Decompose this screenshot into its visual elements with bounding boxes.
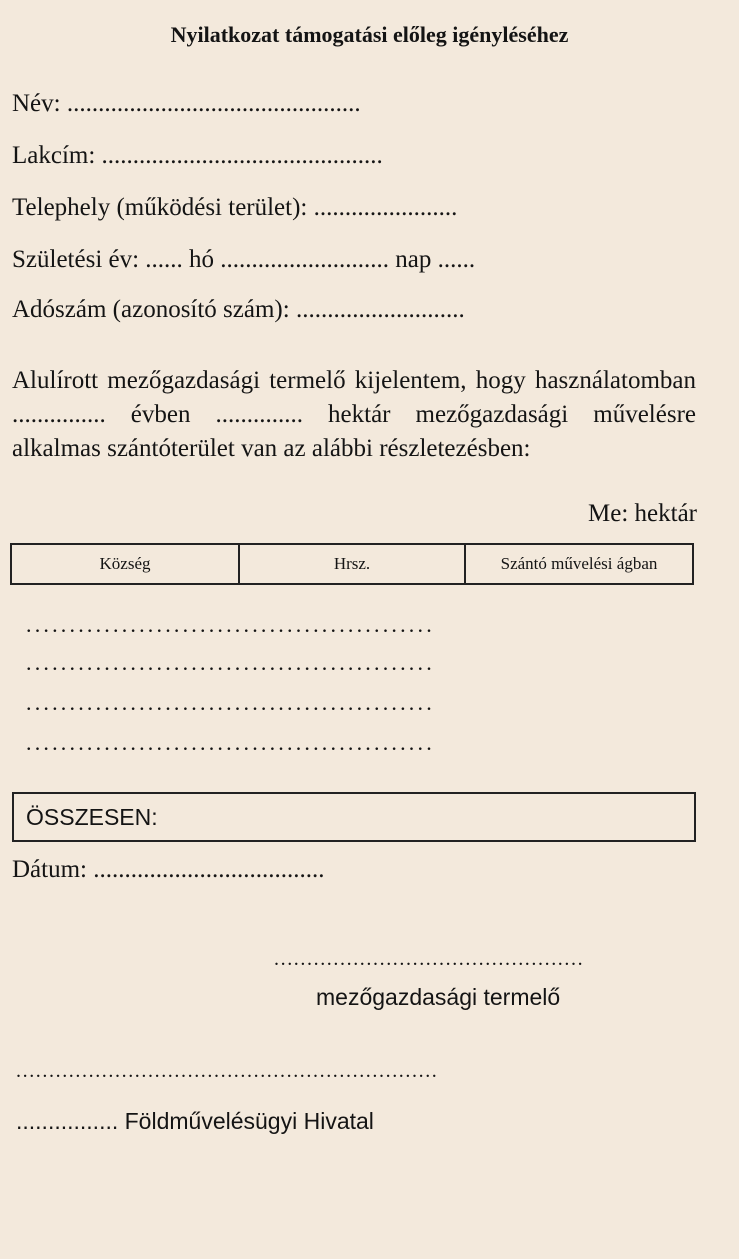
name-field: Név: ............................................... — [12, 90, 361, 117]
parcel-dot-row: ............................................... — [26, 650, 435, 675]
office-signature-line: ................................................................ — [16, 1060, 439, 1082]
office-label: ................ Földművelésügyi Hivatal — [16, 1108, 374, 1134]
parcel-dot-row: ............................................... — [26, 612, 435, 637]
unit-label: Me: hektár — [588, 500, 697, 527]
total-label: ÖSSZESEN: — [26, 804, 158, 830]
parcel-dot-row: ............................................... — [26, 730, 435, 755]
birth-field: Születési év: ...... hó ........................... nap ...... — [12, 246, 476, 273]
parcel-table-header — [10, 543, 694, 585]
parcel-dot-row: ............................................... — [26, 690, 435, 715]
signature-line: ............................................... — [274, 948, 585, 970]
column-header-village: Község — [12, 545, 240, 583]
site-field: Telephely (működési terület): ....................... — [12, 194, 458, 221]
statement-paragraph: Alulírott mezőgazdasági termelő kijelentem, hogy használatomban ............... évben .............. hektár mezőgazdasági művelésre alkalmas szántóterület van az alábbi részletezésben: — [12, 367, 696, 462]
signature-label: mezőgazdasági termelő — [316, 984, 561, 1010]
form-title: Nyilatkozat támogatási előleg igényléséhez — [170, 22, 569, 47]
column-header-arable-land: Szántó művelési ágban — [500, 554, 658, 573]
address-field: Lakcím: ............................................. — [12, 142, 383, 169]
date-field: Dátum: ..................................... — [12, 856, 325, 883]
column-header-plot-number: Hrsz. — [240, 545, 466, 583]
taxid-field: Adószám (azonosító szám): ........................... — [12, 296, 465, 323]
total-box — [12, 792, 696, 842]
